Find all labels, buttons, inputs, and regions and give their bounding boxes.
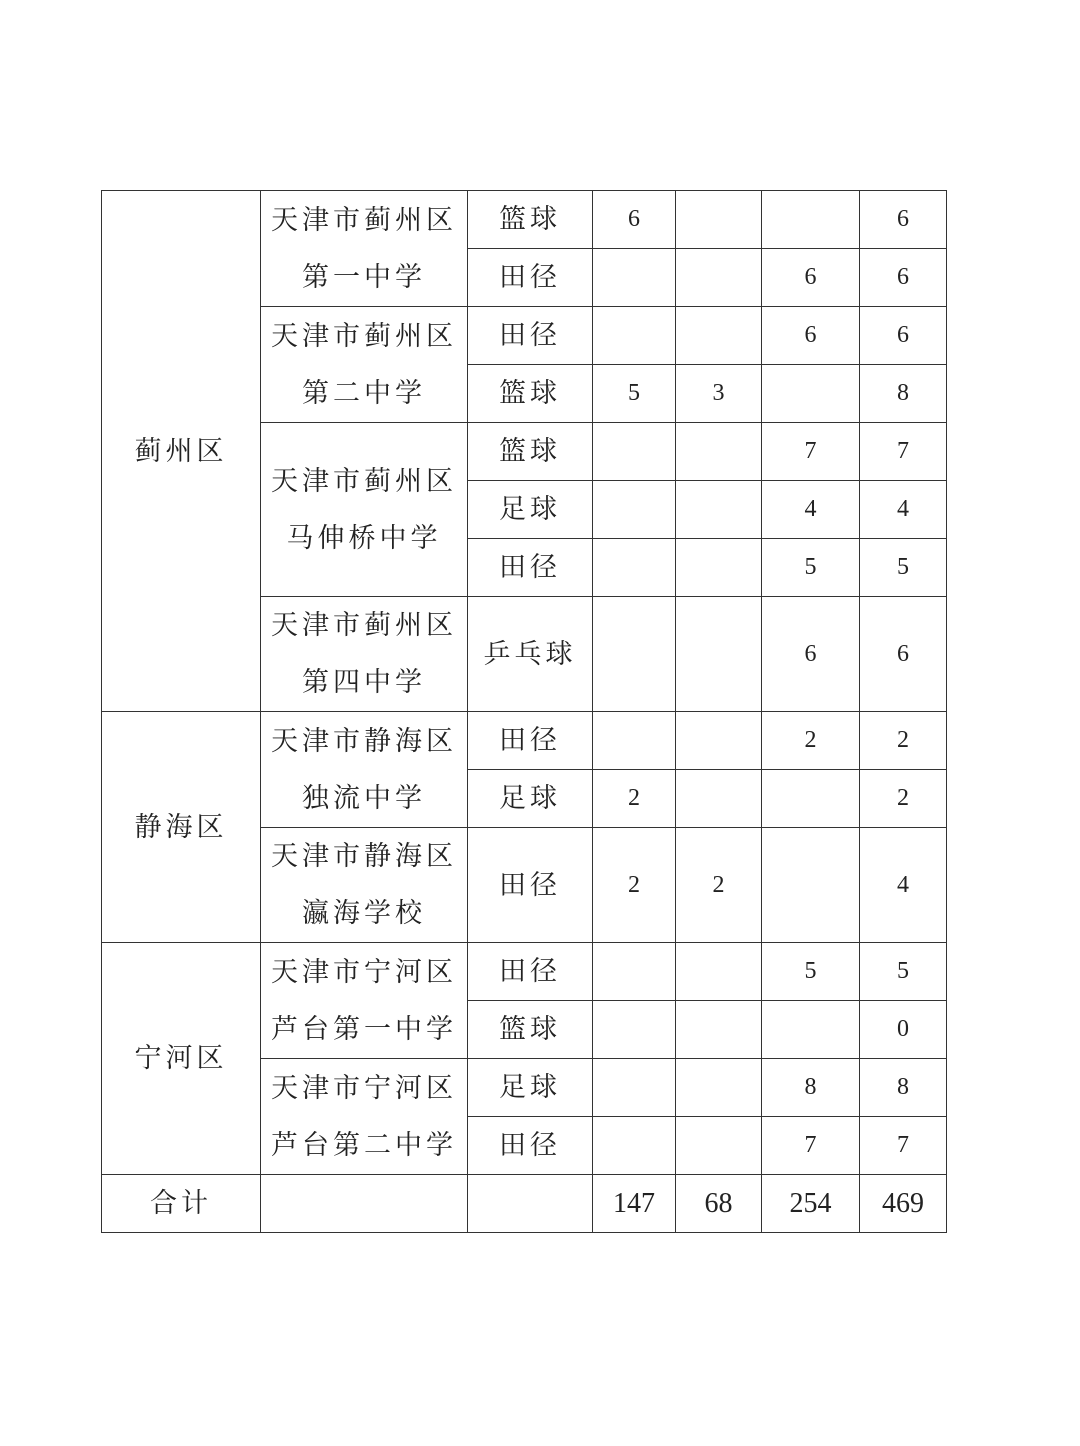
count-cell [762, 191, 860, 249]
school-name-line2: 独流中学 [302, 782, 426, 814]
table-row [102, 943, 947, 1001]
count-cell [676, 191, 762, 249]
quota-table [101, 190, 947, 1233]
school-name-line2: 瀛海学校 [302, 898, 426, 929]
school-cell [261, 943, 468, 1059]
count-cell [676, 943, 762, 1001]
summary-label: 合计 [102, 1175, 261, 1233]
total-cell: 8 [860, 365, 947, 423]
summary-count-cell: 254 [762, 1175, 860, 1233]
school-name-line1: 天津市蓟州区 [271, 320, 457, 352]
count-cell [676, 539, 762, 597]
school-name-line1: 天津市静海区 [271, 841, 457, 872]
total-cell: 6 [860, 249, 947, 307]
count-cell [593, 539, 676, 597]
sport-cell: 足球 [468, 770, 593, 828]
total-cell: 7 [860, 1117, 947, 1175]
count-cell [676, 712, 762, 770]
school-name-line2: 第一中学 [302, 261, 426, 293]
school-cell [261, 423, 468, 597]
count-cell: 6 [762, 597, 860, 712]
school-cell [261, 307, 468, 423]
count-cell [593, 481, 676, 539]
count-cell [762, 1001, 860, 1059]
count-cell [676, 770, 762, 828]
school-cell [261, 191, 468, 307]
total-cell: 5 [860, 943, 947, 1001]
count-cell [593, 423, 676, 481]
sport-cell: 田径 [468, 539, 593, 597]
school-name-line2: 第二中学 [302, 377, 426, 409]
total-cell: 2 [860, 712, 947, 770]
school-name-line1: 天津市宁河区 [271, 1072, 457, 1104]
empty-cell [468, 1175, 593, 1233]
count-cell [676, 1117, 762, 1175]
total-cell: 4 [860, 828, 947, 943]
sport-cell: 田径 [468, 1117, 593, 1175]
district-cell: 静海区 [102, 712, 261, 943]
count-cell [762, 365, 860, 423]
count-cell: 5 [762, 943, 860, 1001]
count-cell: 5 [762, 539, 860, 597]
total-cell: 6 [860, 191, 947, 249]
sport-cell: 田径 [468, 307, 593, 365]
count-cell [593, 307, 676, 365]
total-cell: 2 [860, 770, 947, 828]
total-cell: 4 [860, 481, 947, 539]
school-name-line2: 芦台第一中学 [271, 1013, 457, 1045]
count-cell: 6 [593, 191, 676, 249]
total-cell: 6 [860, 307, 947, 365]
sport-cell: 田径 [468, 712, 593, 770]
count-cell [593, 1059, 676, 1117]
count-cell: 7 [762, 1117, 860, 1175]
count-cell [593, 249, 676, 307]
count-cell [676, 249, 762, 307]
count-cell: 6 [762, 249, 860, 307]
sport-cell: 田径 [468, 249, 593, 307]
school-name-line2: 马伸桥中学 [286, 522, 442, 554]
summary-row [102, 1175, 947, 1233]
count-cell [593, 943, 676, 1001]
count-cell [762, 770, 860, 828]
table-row [102, 712, 947, 770]
count-cell [676, 481, 762, 539]
count-cell [676, 307, 762, 365]
count-cell [593, 597, 676, 712]
count-cell: 2 [593, 828, 676, 943]
count-cell: 2 [762, 712, 860, 770]
count-cell [676, 1001, 762, 1059]
count-cell [593, 1117, 676, 1175]
count-cell [593, 1001, 676, 1059]
district-cell: 蓟州区 [102, 191, 261, 712]
sport-cell: 篮球 [468, 423, 593, 481]
count-cell: 6 [762, 307, 860, 365]
count-cell [676, 597, 762, 712]
sport-cell: 篮球 [468, 365, 593, 423]
total-cell: 5 [860, 539, 947, 597]
total-cell: 6 [860, 597, 947, 712]
table-row [102, 191, 947, 249]
sport-cell: 田径 [468, 828, 593, 943]
school-cell [261, 712, 468, 828]
school-cell [261, 1059, 468, 1175]
district-cell: 宁河区 [102, 943, 261, 1175]
total-cell: 7 [860, 423, 947, 481]
sport-cell: 足球 [468, 1059, 593, 1117]
count-cell: 2 [676, 828, 762, 943]
school-cell [261, 597, 468, 712]
count-cell [676, 423, 762, 481]
school-name-line2: 第四中学 [302, 667, 426, 698]
count-cell [762, 828, 860, 943]
total-cell: 8 [860, 1059, 947, 1117]
count-cell: 2 [593, 770, 676, 828]
sport-cell: 足球 [468, 481, 593, 539]
school-name-line1: 天津市宁河区 [271, 956, 457, 988]
count-cell: 8 [762, 1059, 860, 1117]
sport-cell: 篮球 [468, 191, 593, 249]
school-name-line2: 芦台第二中学 [271, 1129, 457, 1161]
summary-count-cell: 68 [676, 1175, 762, 1233]
sport-cell: 乒乓球 [468, 597, 593, 712]
count-cell [593, 712, 676, 770]
sport-cell: 篮球 [468, 1001, 593, 1059]
sport-cell: 田径 [468, 943, 593, 1001]
empty-cell [261, 1175, 468, 1233]
total-cell: 0 [860, 1001, 947, 1059]
summary-count-cell: 147 [593, 1175, 676, 1233]
count-cell [676, 1059, 762, 1117]
school-name-line1: 天津市静海区 [271, 725, 457, 757]
school-name-line1: 天津市蓟州区 [271, 204, 457, 236]
school-cell [261, 828, 468, 943]
count-cell: 3 [676, 365, 762, 423]
school-name-line1: 天津市蓟州区 [271, 465, 457, 497]
count-cell: 5 [593, 365, 676, 423]
count-cell: 4 [762, 481, 860, 539]
summary-total-cell: 469 [860, 1175, 947, 1233]
count-cell: 7 [762, 423, 860, 481]
school-name-line1: 天津市蓟州区 [271, 610, 457, 641]
